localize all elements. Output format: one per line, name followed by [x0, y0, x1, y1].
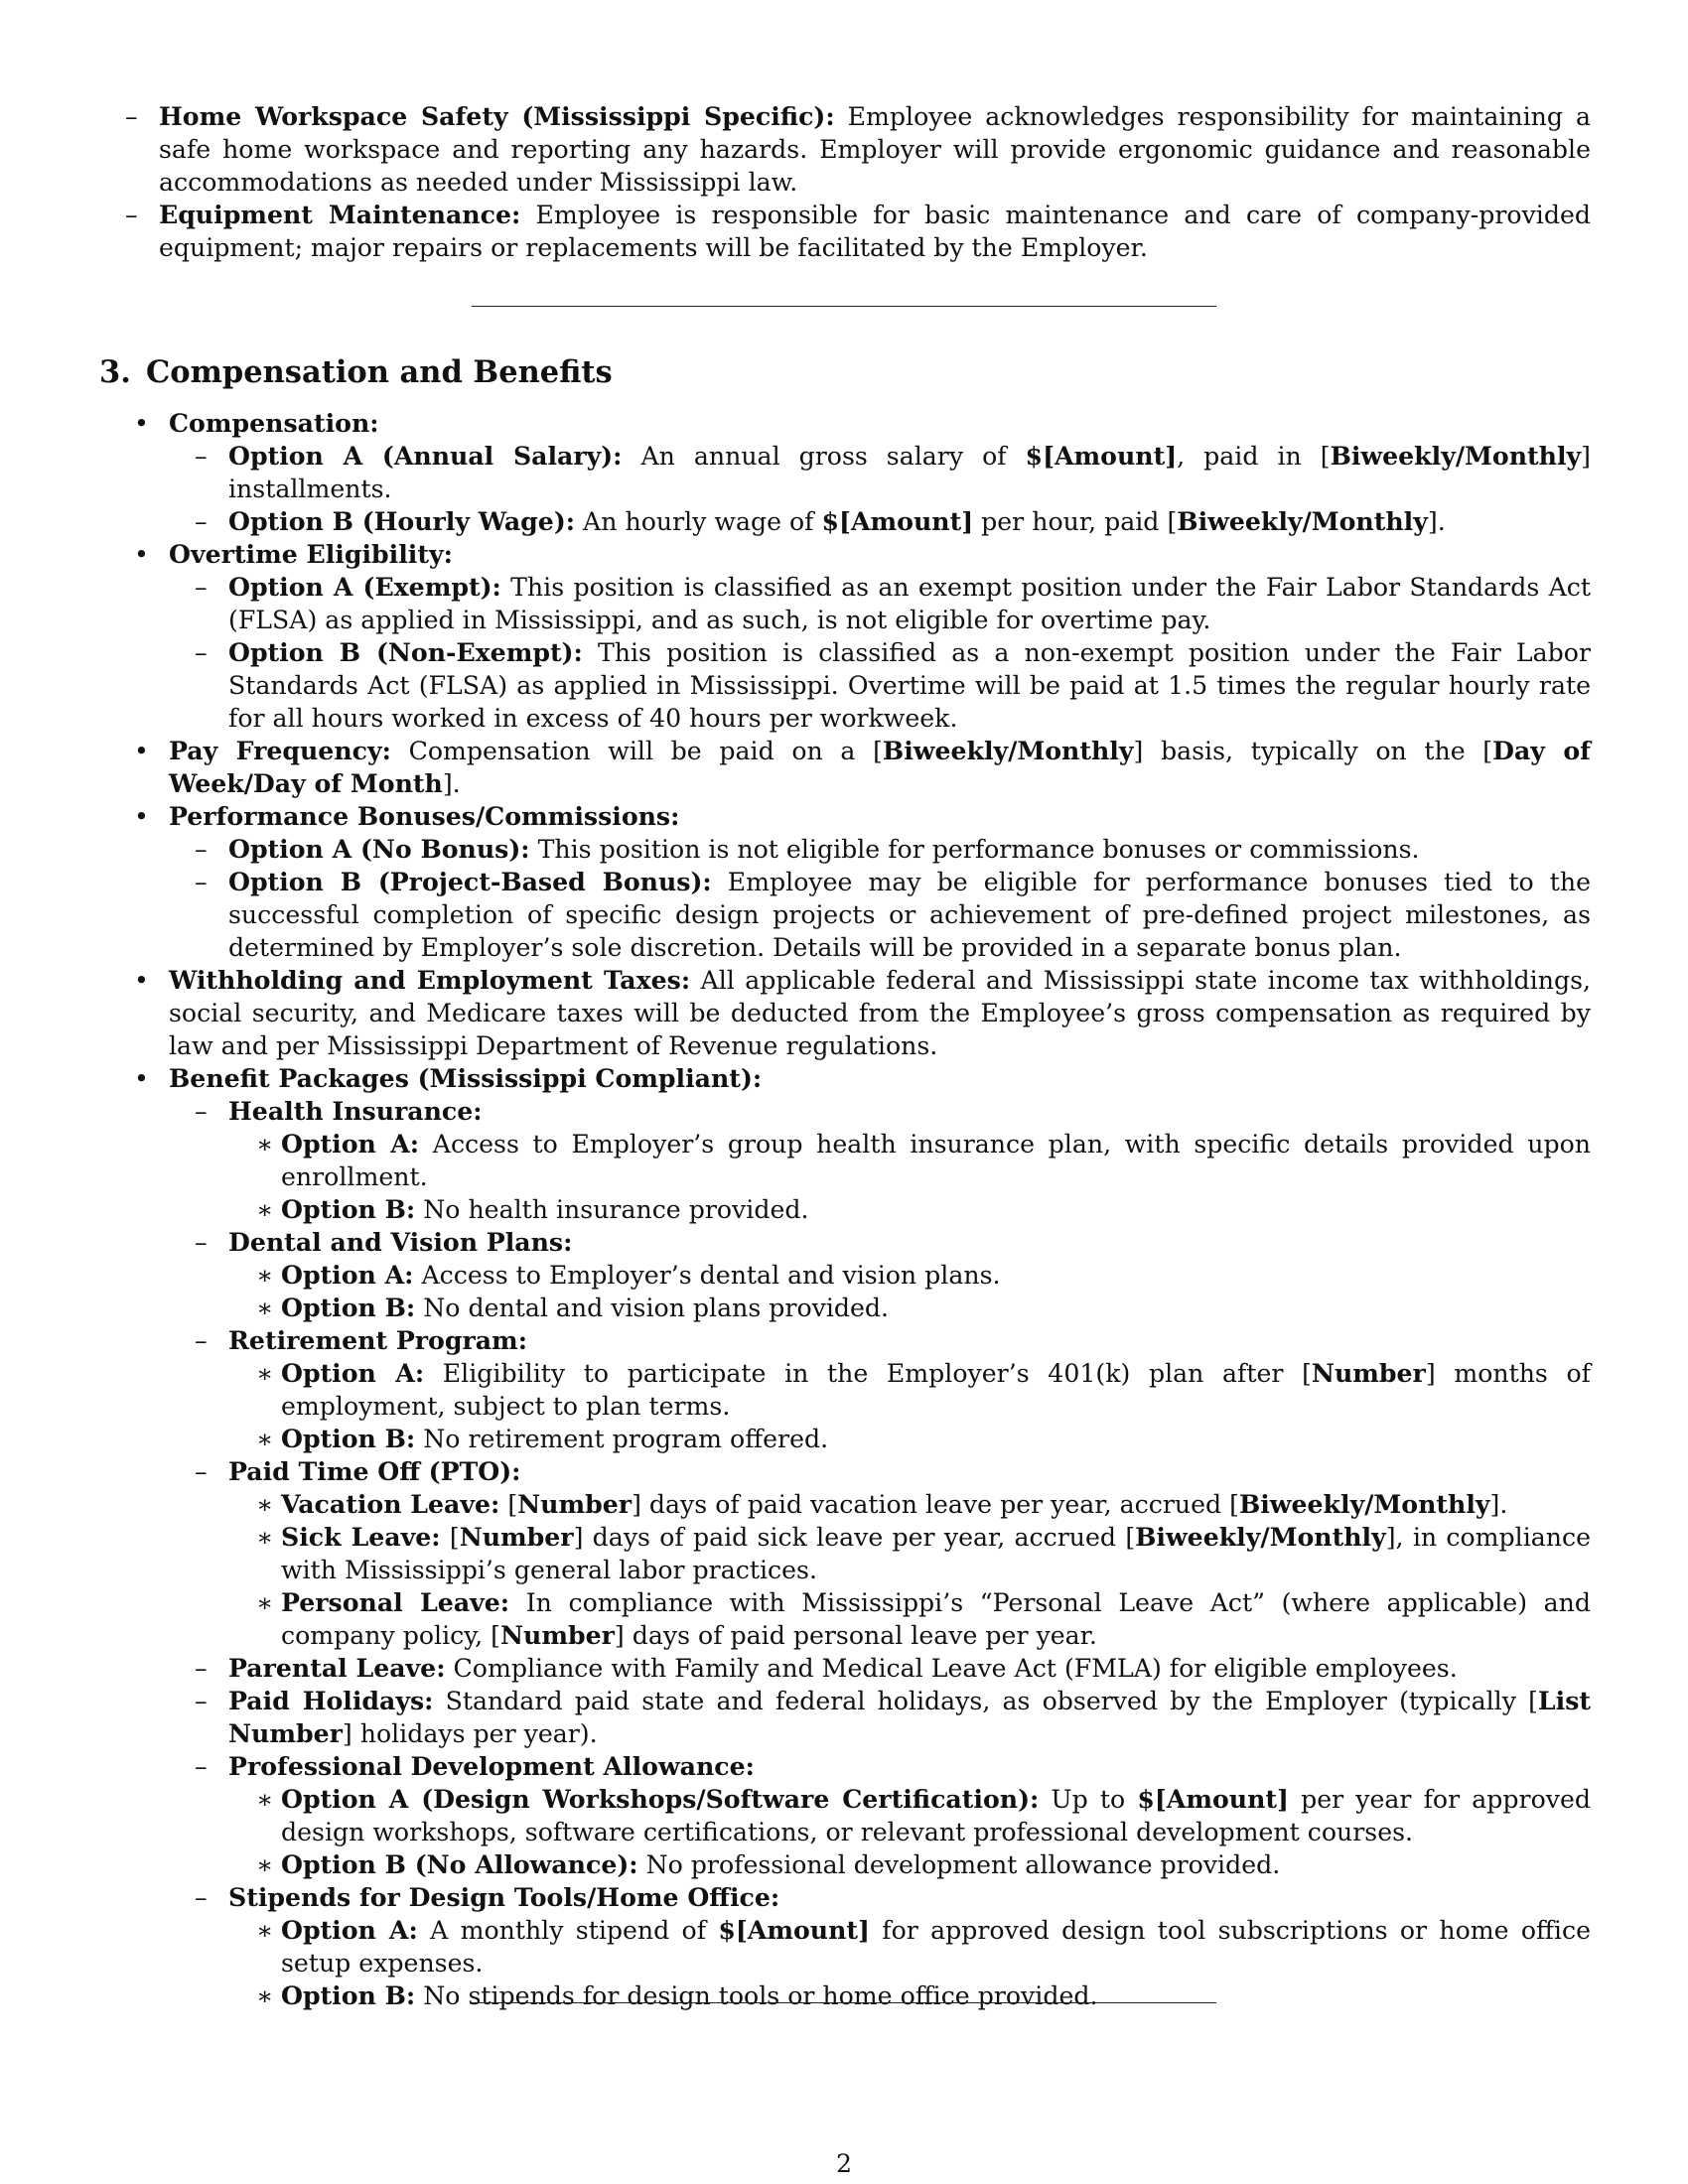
section-number: 3.	[99, 354, 131, 390]
placeholder-frequency: Biweekly/Monthly	[1330, 441, 1582, 471]
option-text: This position is not eligible for performance bonuses or commissions.	[529, 835, 1420, 864]
placeholder-number: Number	[1311, 1358, 1426, 1388]
option-label: Option A (Annual Salary):	[228, 441, 623, 471]
sick-leave-item: ∗ Sick Leave: [Number] days of paid sick leave per year, accrued [Biweekly/Monthly], in compliance with Mississippi’s general labor practices.	[256, 1522, 1591, 1584]
option-text: Access to Employer’s group health insurance plan, with specific details provided upon enrollment.	[281, 1130, 1591, 1191]
dental-vision-item: – Dental and Vision Plans: ∗ Option A: Access to Employer’s dental and vision plans. ∗ Option B: No dental and vision plans provided.	[169, 1226, 1591, 1324]
option-item: ∗ Option A: Access to Employer’s group health insurance plan, with specific details provided upon enrollment.	[256, 1129, 1591, 1191]
item-text: Compliance with Family and Medical Leave Act (FMLA) for eligible employees.	[445, 1654, 1458, 1683]
option-item: – Option B (Hourly Wage): An hourly wage of $[Amount] per hour, paid [Biweekly/Monthly].	[195, 506, 1446, 536]
item-label: Professional Development Allowance:	[228, 1751, 755, 1781]
health-insurance-item: – Health Insurance: ∗ Option A: Access to Employer’s group health insurance plan, with specific details provided upon enrollment. ∗ Option B: No health insurance provided.	[195, 1096, 1591, 1224]
option-label: Option B (Hourly Wage):	[228, 506, 576, 536]
option-item: – Option B (Non-Exempt): This position is classified as a non-exempt position under the Fair Labor Standards Act (FLSA) as applied in Mississippi. Overtime will be paid at 1.5 times the regular hourly rate for all hours worked in excess of 40 hours per workweek.	[195, 637, 1591, 733]
option-text: [	[499, 1490, 518, 1519]
section-divider	[472, 2002, 1216, 2003]
option-label: Personal Leave:	[281, 1587, 510, 1617]
section-title: Compensation and Benefits	[146, 354, 613, 390]
option-text: This position is classified as a non-exempt position under the Fair Labor Standards Act (FLSA) as applied in Mississippi. Overtime will be paid at 1.5 times the regular hourly rate for all hours worked in excess of 40 hours per workweek.	[228, 638, 1591, 733]
option-text: ] days of paid vacation leave per year, accrued [	[632, 1490, 1239, 1519]
item-label: Performance Bonuses/Commissions:	[169, 801, 680, 831]
placeholder-amount: $[Amount]	[1025, 441, 1178, 471]
option-text: Eligibility to participate in the Employer’s 401(k) plan after [	[424, 1359, 1312, 1388]
bonuses-item: • Performance Bonuses/Commissions: – Option A (No Bonus): This position is not eligible for performance bonuses or commissions. – Option B (Project-Based Bonus): Employee may be eligible for performance bonuses tied to the successful completion of specific design projects or achievement of pre-defined project milestones, as determined by Employer’s sole discretion. Details will be provided in a separate bonus plan.	[134, 801, 1591, 962]
placeholder-frequency: Biweekly/Monthly	[1135, 1522, 1386, 1552]
section-divider	[472, 306, 1216, 307]
page-number: 2	[835, 2149, 853, 2178]
section-heading	[99, 352, 1591, 392]
item-label: Retirement Program:	[228, 1325, 528, 1355]
option-item: ∗ Option B: No retirement program offered.	[256, 1424, 829, 1453]
item-text: Compensation will be paid on a [	[390, 737, 883, 765]
option-item: ∗ Option A: Eligibility to participate in the Employer’s 401(k) plan after [Number] months of employment, subject to plan terms.	[256, 1358, 1591, 1421]
option-label: Option B (Project-Based Bonus):	[228, 867, 712, 896]
option-text: Up to	[1039, 1785, 1138, 1814]
option-item: ∗ Option A: A monthly stipend of $[Amount] for approved design tool subscriptions or home office setup expenses.	[256, 1915, 1592, 1978]
option-label: Option A:	[281, 1129, 420, 1159]
option-text: An hourly wage of	[575, 507, 822, 536]
option-text: Access to Employer’s dental and vision plans.	[413, 1261, 1001, 1290]
item-label: Benefit Packages (Mississippi Compliant):	[169, 1063, 763, 1093]
option-text: No retirement program offered.	[415, 1425, 829, 1453]
benefits-item: • Benefit Packages (Mississippi Compliant): – Health Insurance: ∗ Option A: Access to Employer’s group health insurance plan, with specific details provided upon enrollment. ∗ Option B: No health insurance provided. – Dental and Vision Plans: ∗ Option A: Access to Employer’s dental and vision plans. ∗ Option B: No dental and vision plans provided. – Retirement Program: ∗ Option A: Eligibility to participate in the Employer’s 401(k) plan after [Number] months of employment, subject to plan terms. ∗ Option B: No retirement program offered. – Paid Time Off (PTO): ∗ Vacation Leave: [Number] days of paid vacation leave per year, accrued [Biweekly/Monthly]. ∗ Sick Leave: [Number] days of paid sick leave per year, accrued [Biweekly/Monthly], in compliance with Mississippi’s general labor practices. ∗ Personal Leave: In compliance with Mississippi’s “Personal Leave Act” (where applicable) and company policy, [Number] days of paid personal leave per year. – Parental Leave: Compliance with Family and Medical Leave Act (FMLA) for eligible employees. – Paid Holidays: Standard paid state and federal holidays, as observed by the Employer (typically [List Number] holidays per year). – Professional Development Allowance: ∗ Option A (Design Workshops/Software Certification): Up to $[Amount] per year for approved design workshops, software certifications, or relevant professional development courses. ∗ Option B (No Allowance): No professional development allowance provided. – Stipends for Design Tools/Home Office: ∗ Option A: A monthly stipend of $[Amount] for approved design tool subscriptions or home office setup expenses. ∗ Option B: No stipends for design tools or home office provided.	[134, 1063, 1592, 2010]
placeholder-frequency: Biweekly/Monthly	[1238, 1489, 1490, 1519]
option-text: ] days of paid sick leave per year, accrued [	[573, 1523, 1136, 1552]
option-text: Employee may be eligible for performance bonuses tied to the successful completion of specific design projects or achievement of pre-defined project milestones, as determined by Employer’s sole discretion. Details will be provided in a separate bonus plan.	[228, 868, 1591, 962]
option-item: – Option B (Project-Based Bonus): Employee may be eligible for performance bonuses tied to the successful completion of specific design projects or achievement of pre-defined project milestones, as determined by Employer’s sole discretion. Details will be provided in a separate bonus plan.	[195, 867, 1591, 962]
option-text: A monthly stipend of	[417, 1916, 719, 1945]
placeholder-amount: $[Amount]	[718, 1915, 870, 1945]
parental-leave-item: – Parental Leave: Compliance with Family and Medical Leave Act (FMLA) for eligible employees.	[195, 1653, 1458, 1683]
item-label: Overtime Eligibility:	[169, 539, 453, 569]
placeholder-number: Number	[499, 1620, 615, 1650]
item-label: Home Workspace Safety (Mississippi Specific):	[159, 101, 835, 131]
pto-item: – Paid Time Off (PTO): ∗ Vacation Leave: [Number] days of paid vacation leave per year, accrued [Biweekly/Monthly]. ∗ Sick Leave: [Number] days of paid sick leave per year, accrued [Biweekly/Monthly], in compliance with Mississippi’s general labor practices. ∗ Personal Leave: In compliance with Mississippi’s “Personal Leave Act” (where applicable) and company policy, [Number] days of paid personal leave per year.	[195, 1456, 1591, 1650]
option-text: , paid in [	[1177, 442, 1331, 471]
item-text: ].	[442, 769, 461, 798]
option-label: Option A:	[281, 1358, 425, 1388]
option-text: ].	[1427, 507, 1446, 536]
option-item: ∗ Option B: No dental and vision plans provided.	[256, 1293, 890, 1322]
placeholder-number: Number	[517, 1489, 633, 1519]
item-label: Health Insurance:	[228, 1096, 483, 1126]
option-text: ] months of employment, subject to plan terms.	[281, 1359, 1591, 1421]
option-item: ∗ Option B: No health insurance provided.	[256, 1194, 809, 1224]
vacation-leave-item: ∗ Vacation Leave: [Number] days of paid vacation leave per year, accrued [Biweekly/Monthly].	[256, 1489, 1508, 1519]
placeholder-frequency: Biweekly/Monthly	[1177, 506, 1428, 536]
option-label: Vacation Leave:	[281, 1489, 500, 1519]
stipends-item: – Stipends for Design Tools/Home Office: ∗ Option A: A monthly stipend of $[Amount] for approved design tool subscriptions or home office setup expenses. ∗ Option B: No stipends for design tools or home office provided.	[195, 1882, 1592, 2010]
placeholder-list-number: List Number	[228, 1686, 1592, 1748]
option-label: Option B (Non-Exempt):	[228, 637, 583, 667]
item-label: Dental and Vision Plans:	[228, 1227, 573, 1257]
withholding-item: • Withholding and Employment Taxes: All applicable federal and Mississippi state income tax withholdings, social security, and Medicare taxes will be deducted from the Employee’s gross compensation as required by law and per Mississippi Department of Revenue regulations.	[134, 965, 1591, 1060]
option-text: for approved design tool subscriptions or home office setup expenses.	[281, 1916, 1592, 1978]
option-text: No professional development allowance provided.	[637, 1850, 1281, 1879]
item-label: Paid Holidays:	[228, 1686, 434, 1715]
placeholder-amount: $[Amount]	[1137, 1784, 1289, 1814]
option-text: This position is classified as an exempt position under the Fair Labor Standards Act (FLSA) as applied in Mississippi, and as such, is not eligible for overtime pay.	[228, 573, 1591, 634]
option-text: ] days of paid personal leave per year.	[614, 1621, 1097, 1650]
item-text: All applicable federal and Mississippi state income tax withholdings, social security, and Medicare taxes will be deducted from the Employee’s gross compensation as required by law and per Mississippi Department of Revenue regulations.	[169, 966, 1591, 1060]
option-text: No stipends for design tools or home office provided.	[415, 1981, 1098, 2010]
list-item: – Home Workspace Safety (Mississippi Specific): Employee acknowledges responsibility for maintaining a safe home workspace and reporting any hazards. Employer will provide ergonomic guidance and reasonable accommodations as needed under Mississippi law.	[125, 101, 1591, 197]
item-text: ] basis, typically on the [	[1133, 737, 1493, 765]
option-label: Option B:	[281, 1424, 416, 1453]
option-text: [	[440, 1523, 460, 1552]
personal-leave-item: ∗ Personal Leave: In compliance with Mississippi’s “Personal Leave Act” (where applicable) and company policy, [Number] days of paid personal leave per year.	[256, 1587, 1591, 1650]
option-item: – Option A (No Bonus): This position is not eligible for performance bonuses or commissions.	[195, 834, 1420, 864]
option-label: Sick Leave:	[281, 1522, 441, 1552]
option-text: per year for approved design workshops, software certifications, or relevant professional development courses.	[281, 1785, 1591, 1846]
option-label: Option A (No Bonus):	[228, 834, 530, 864]
option-text: No health insurance provided.	[415, 1195, 809, 1224]
workspace-items-list	[99, 100, 1591, 264]
option-item: ∗ Option B: No stipends for design tools or home office provided.	[256, 1980, 1098, 2010]
retirement-item: – Retirement Program: ∗ Option A: Eligibility to participate in the Employer’s 401(k) plan after [Number] months of employment, subject to plan terms. ∗ Option B: No retirement program offered.	[195, 1325, 1591, 1453]
option-text: In compliance with Mississippi’s “Personal Leave Act” (where applicable) and company policy, [	[281, 1588, 1591, 1650]
option-label: Option A (Design Workshops/Software Certification):	[281, 1784, 1040, 1814]
overtime-item: • Overtime Eligibility: – Option A (Exempt): This position is classified as an exempt position under the Fair Labor Standards Act (FLSA) as applied in Mississippi, and as such, is not eligible for overtime pay. – Option B (Non-Exempt): This position is classified as a non-exempt position under the Fair Labor Standards Act (FLSA) as applied in Mississippi. Overtime will be paid at 1.5 times the regular hourly rate for all hours worked in excess of 40 hours per workweek.	[134, 539, 1591, 733]
list-item: – Equipment Maintenance: Employee is responsible for basic maintenance and care of company-provided equipment; major repairs or replacements will be facilitated by the Employer.	[125, 200, 1591, 262]
item-label: Equipment Maintenance:	[159, 200, 521, 229]
option-text: An annual gross salary of	[622, 442, 1026, 471]
pay-frequency-item: • Pay Frequency: Compensation will be paid on a [Biweekly/Monthly] basis, typically on the [Day of Week/Day of Month].	[134, 736, 1591, 798]
option-item: ∗ Option A (Design Workshops/Software Certification): Up to $[Amount] per year for approved design workshops, software certifications, or relevant professional development courses.	[256, 1784, 1591, 1846]
option-text: ] installments.	[228, 442, 1591, 503]
paid-holidays-item: – Paid Holidays: Standard paid state and federal holidays, as observed by the Employer (typically [List Number] holidays per year).	[195, 1686, 1592, 1748]
option-item: – Option A (Annual Salary): An annual gross salary of $[Amount], paid in [Biweekly/Monthly] installments.	[195, 441, 1591, 503]
option-label: Option B (No Allowance):	[281, 1849, 638, 1879]
item-label: Stipends for Design Tools/Home Office:	[228, 1882, 780, 1912]
item-text: ] holidays per year).	[342, 1719, 598, 1748]
option-item: ∗ Option A: Access to Employer’s dental and vision plans.	[256, 1260, 1001, 1290]
item-text: Standard paid state and federal holidays, as observed by the Employer (typically [	[433, 1687, 1538, 1715]
option-label: Option B:	[281, 1293, 416, 1322]
item-label: Parental Leave:	[228, 1653, 446, 1683]
item-label: Withholding and Employment Taxes:	[169, 965, 691, 995]
option-label: Option A:	[281, 1260, 414, 1290]
option-label: Option B:	[281, 1980, 416, 2010]
placeholder-number: Number	[459, 1522, 574, 1552]
option-label: Option A (Exempt):	[228, 572, 501, 602]
compensation-list	[99, 407, 1591, 2012]
option-label: Option B:	[281, 1194, 416, 1224]
placeholder-day: Day of Week/Day of Month	[169, 736, 1591, 798]
option-item: ∗ Option B (No Allowance): No professional development allowance provided.	[256, 1849, 1281, 1879]
option-text: ].	[1489, 1490, 1508, 1519]
option-item: – Option A (Exempt): This position is classified as an exempt position under the Fair Labor Standards Act (FLSA) as applied in Mississippi, and as such, is not eligible for overtime pay.	[195, 572, 1591, 634]
placeholder-frequency: Biweekly/Monthly	[882, 736, 1134, 765]
placeholder-amount: $[Amount]	[821, 506, 974, 536]
compensation-item: • Compensation: – Option A (Annual Salary): An annual gross salary of $[Amount], paid in [Biweekly/Monthly] installments. – Option B (Hourly Wage): An hourly wage of $[Amount] per hour, paid [Biweekly/Monthly].	[134, 408, 1591, 536]
option-text: ], in compliance with Mississippi’s general labor practices.	[281, 1523, 1591, 1584]
item-text: Employee acknowledges responsibility for maintaining a safe home workspace and reporting any hazards. Employer will provide ergonomic guidance and reasonable accommodations as needed under Mississippi law.	[159, 102, 1591, 197]
professional-development-item: – Professional Development Allowance: ∗ Option A (Design Workshops/Software Certification): Up to $[Amount] per year for approved design workshops, software certifications, or relevant professional development courses. ∗ Option B (No Allowance): No professional development allowance provided.	[195, 1751, 1591, 1879]
option-text: No dental and vision plans provided.	[415, 1294, 890, 1322]
item-label: Paid Time Off (PTO):	[228, 1456, 521, 1486]
item-label: Pay Frequency:	[169, 736, 391, 765]
item-text: Employee is responsible for basic maintenance and care of company-provided equipment; major repairs or replacements will be facilitated by the Employer.	[159, 201, 1591, 262]
item-label: Compensation:	[169, 408, 379, 438]
option-label: Option A:	[281, 1915, 418, 1945]
option-text: per hour, paid [	[973, 507, 1178, 536]
